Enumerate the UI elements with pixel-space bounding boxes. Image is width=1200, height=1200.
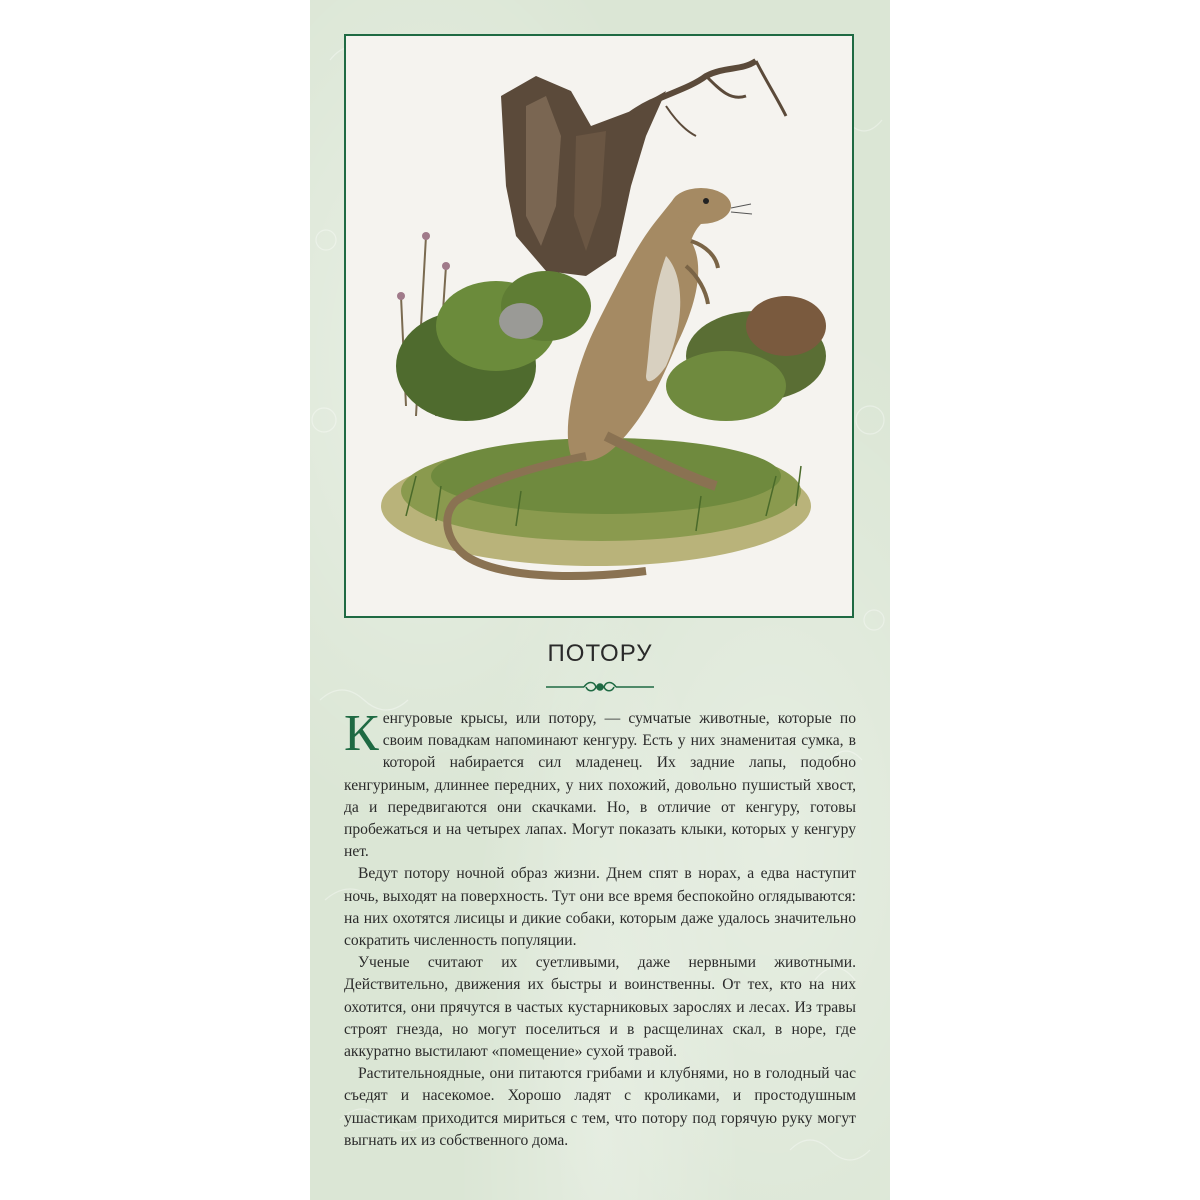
potoroo-illustration	[346, 36, 852, 616]
paragraph-3: Ученые считают их суетливыми, даже нервными животными. Действительно, движения их быстры и воинственны. От тех, кто на них охотится, они прячутся в частых кустарниковых зарослях и лесах. Из травы строят гнезда, но могут поселиться и в расщелинах скал, в норе, где аккуратно выстилают «помещение» сухой травой.	[344, 954, 856, 1061]
paragraph-2: Ведут потору ночной образ жизни. Днем спят в норах, а едва наступит ночь, выходят на поверхность. Тут они все время беспокойно оглядываются: на них охотятся лисицы и дикие собаки, которым даже удалось значительно сократить численность популяции.	[344, 865, 856, 950]
illustration-frame	[344, 34, 854, 618]
paragraph-1: Кенгуровые крысы, или потору, — сумчатые животные, которые по своим повадкам напоминают кенгуру. Есть у них знаменитая сумка, в которой набирается сил младенец. Их задние лапы, подобно кенгуриным, длиннее передних, у них похожий, довольно пушистый хвост, да и передвигаются они скачками. Но, в отличие от кенгуру, готовы пробежаться и на четырех лапах. Могут показать клыки, которых у кенгуру нет.	[344, 705, 856, 861]
paragraph-4: Растительноядные, они питаются грибами и клубнями, но в голодный час съедят и насекомое. Хорошо ладят с кроликами, и простодушным ушастикам приходится мириться с тем, что потору под горячую руку могут выгнать их из собственного дома.	[344, 1065, 856, 1149]
article-body	[344, 705, 856, 1152]
book-page	[310, 0, 890, 1200]
drop-cap: К	[344, 705, 379, 762]
article-title: ПОТОРУ	[547, 640, 653, 667]
ornament-divider-icon	[544, 679, 656, 695]
